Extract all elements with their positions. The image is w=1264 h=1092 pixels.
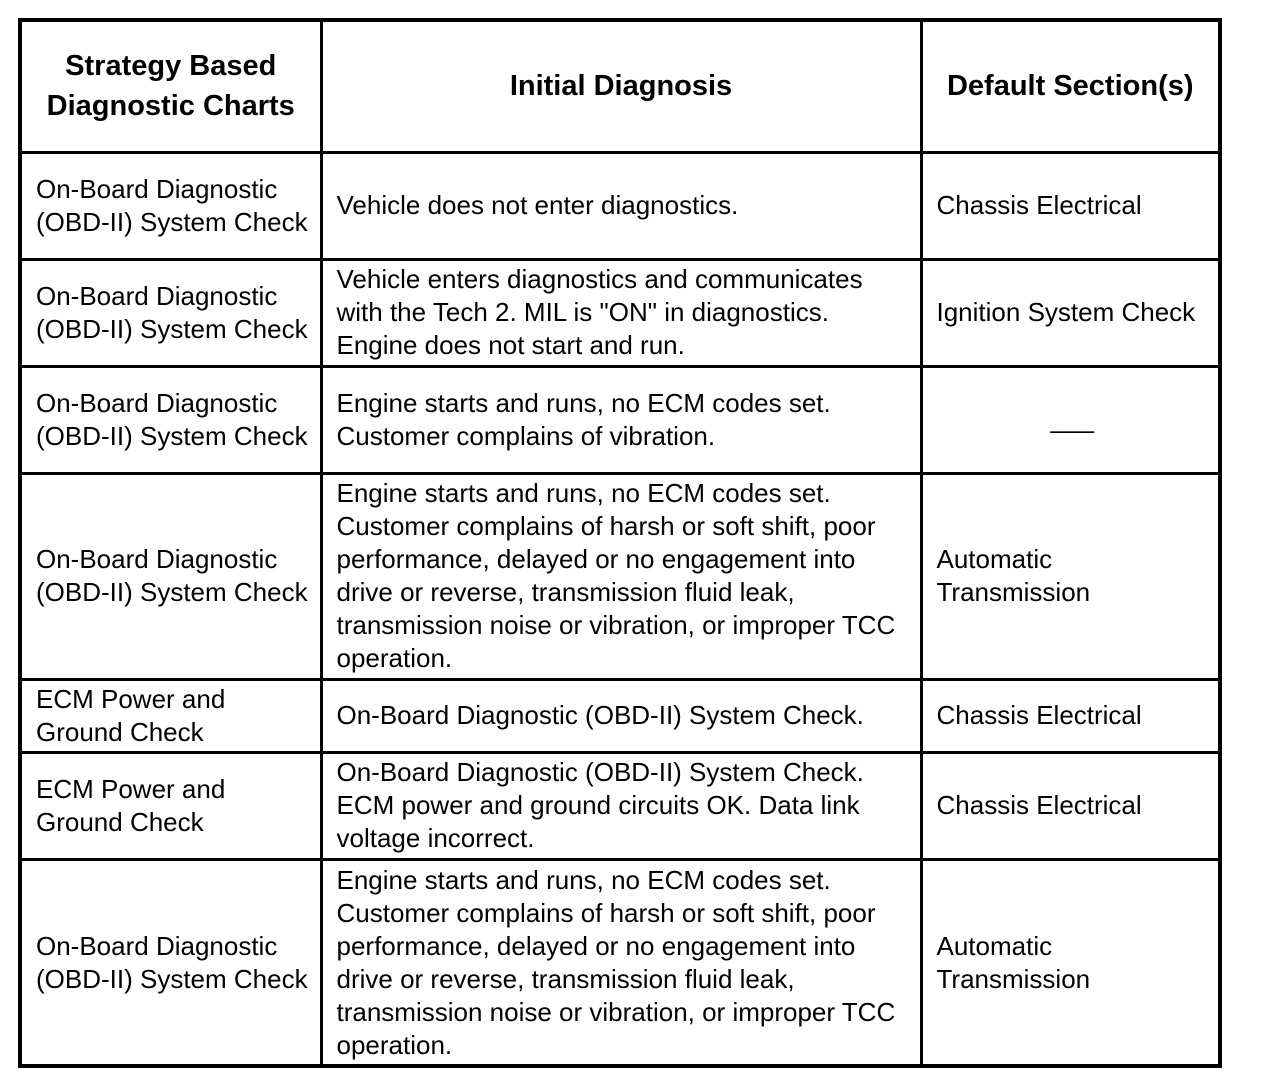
diagnosis-cell: Engine starts and runs, no ECM codes set. Customer complains of harsh or soft shift, poor performance, delayed or no engagement into drive or reverse, transmission fluid leak, transmission noise or vibration, or improper TCC operation. <box>321 859 921 1065</box>
diagnostic-charts-table <box>22 22 1218 1065</box>
diagnosis-cell: On-Board Diagnostic (OBD-II) System Check. ECM power and ground circuits OK. Data link voltage incorrect. <box>321 752 921 859</box>
chart-cell: ECM Power and Ground Check <box>22 752 321 859</box>
header-default-sections: Default Section(s) <box>921 22 1218 152</box>
chart-cell: On-Board Diagnostic (OBD-II) System Check <box>22 152 321 259</box>
table-row <box>22 366 1218 473</box>
diagnosis-cell: Vehicle enters diagnostics and communicates with the Tech 2. MIL is "ON" in diagnostics. Engine does not start and run. <box>321 259 921 366</box>
section-cell: Automatic Transmission <box>921 473 1218 679</box>
table-row <box>22 859 1218 1065</box>
table-row <box>22 473 1218 679</box>
table-row <box>22 152 1218 259</box>
section-cell: Chassis Electrical <box>921 679 1218 752</box>
table-row <box>22 259 1218 366</box>
table-row <box>22 679 1218 752</box>
table-row <box>22 752 1218 859</box>
chart-cell: On-Board Diagnostic (OBD-II) System Check <box>22 259 321 366</box>
section-cell: ___ <box>921 366 1218 473</box>
diagnostic-table-frame <box>18 18 1222 1068</box>
section-cell: Automatic Transmission <box>921 859 1218 1065</box>
header-row <box>22 22 1218 152</box>
diagnosis-cell: Vehicle does not enter diagnostics. <box>321 152 921 259</box>
section-cell: Ignition System Check <box>921 259 1218 366</box>
header-initial-diagnosis: Initial Diagnosis <box>321 22 921 152</box>
header-strategy-charts: Strategy Based Diagnostic Charts <box>22 22 321 152</box>
chart-cell: On-Board Diagnostic (OBD-II) System Check <box>22 473 321 679</box>
diagnosis-cell: Engine starts and runs, no ECM codes set. Customer complains of harsh or soft shift, poor performance, delayed or no engagement into drive or reverse, transmission fluid leak, transmission noise or vibration, or improper TCC operation. <box>321 473 921 679</box>
chart-cell: ECM Power and Ground Check <box>22 679 321 752</box>
chart-cell: On-Board Diagnostic (OBD-II) System Check <box>22 366 321 473</box>
chart-cell: On-Board Diagnostic (OBD-II) System Check <box>22 859 321 1065</box>
diagnosis-cell: Engine starts and runs, no ECM codes set. Customer complains of vibration. <box>321 366 921 473</box>
section-cell: Chassis Electrical <box>921 152 1218 259</box>
section-cell: Chassis Electrical <box>921 752 1218 859</box>
diagnosis-cell: On-Board Diagnostic (OBD-II) System Check. <box>321 679 921 752</box>
